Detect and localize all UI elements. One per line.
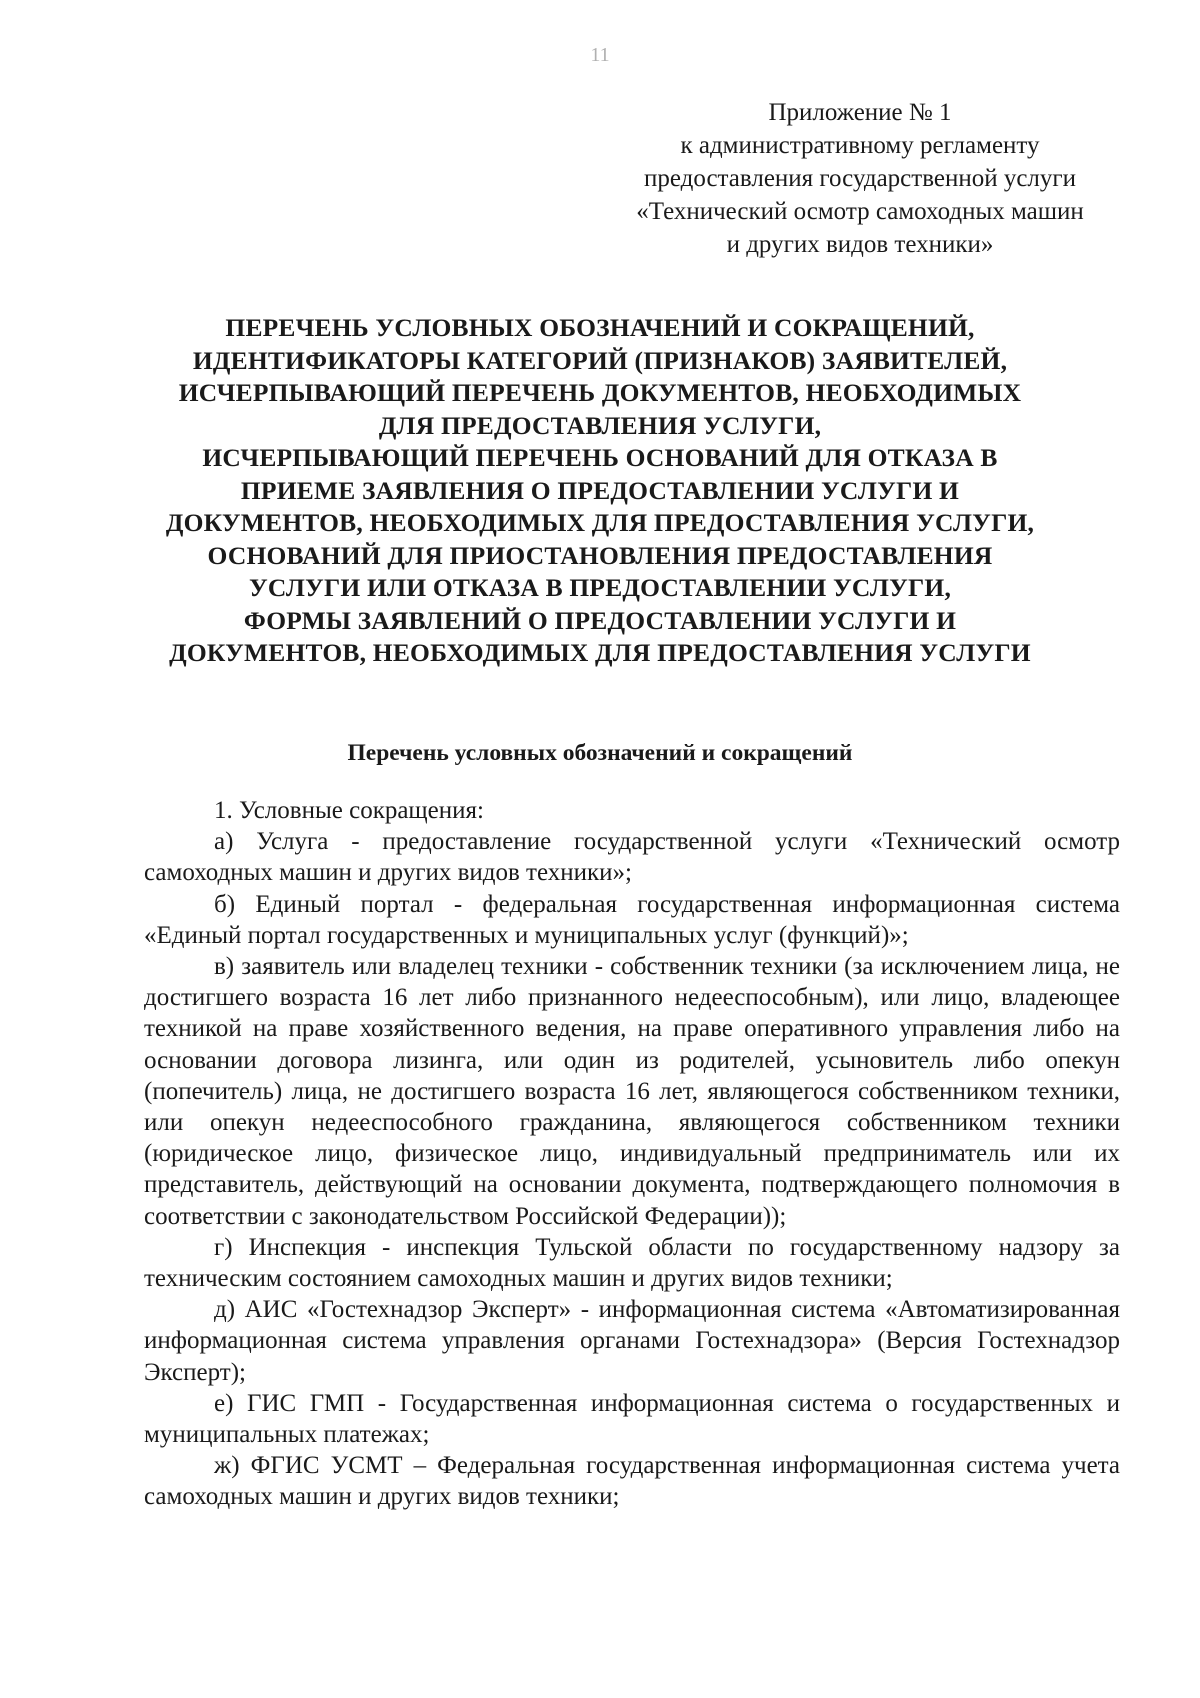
list-item: е) ГИС ГМП - Государственная информационная система о государственных и муниципальных платежах; <box>144 1389 1120 1449</box>
list-item: ж) ФГИС УСМТ – Федеральная государственная информационная система учета самоходных машин и других видов техники; <box>144 1452 1120 1511</box>
appendix-block <box>600 96 1120 261</box>
heading-line: ОСНОВАНИЙ ДЛЯ ПРИОСТАНОВЛЕНИЯ ПРЕДОСТАВЛЕНИЯ <box>207 540 993 570</box>
heading-line: ДОКУМЕНТОВ, НЕОБХОДИМЫХ ДЛЯ ПРЕДОСТАВЛЕНИЯ УСЛУГИ <box>169 638 1031 667</box>
document-heading <box>100 312 1100 670</box>
heading-line: ИДЕНТИФИКАТОРЫ КАТЕГОРИЙ (ПРИЗНАКОВ) ЗАЯВИТЕЛЕЙ, <box>192 345 1008 375</box>
heading-line: УСЛУГИ ИЛИ ОТКАЗА В ПРЕДОСТАВЛЕНИИ УСЛУГИ, <box>248 573 952 602</box>
heading-line: ПЕРЕЧЕНЬ УСЛОВНЫХ ОБОЗНАЧЕНИЙ И СОКРАЩЕНИЙ, <box>225 313 975 342</box>
heading-line: ДОКУМЕНТОВ, НЕОБХОДИМЫХ ДЛЯ ПРЕДОСТАВЛЕНИЯ УСЛУГИ, <box>165 508 1035 537</box>
appendix-line: к административному регламенту <box>680 132 1040 159</box>
heading-line: ИСЧЕРПЫВАЮЩИЙ ПЕРЕЧЕНЬ ОСНОВАНИЙ ДЛЯ ОТКАЗА В <box>202 443 998 472</box>
list-item: б) Единый портал - федеральная государственная информационная система «Единый портал государственных и муниципальных услуг (функций)»; <box>144 890 1120 949</box>
heading-line: ПРИЕМЕ ЗАЯВЛЕНИЯ О ПРЕДОСТАВЛЕНИИ УСЛУГИ И <box>240 475 960 505</box>
document-body <box>144 795 1120 1513</box>
section-subheading: Перечень условных обозначений и сокращений <box>347 740 853 766</box>
list-item: д) АИС «Гостехнадзор Эксперт» - информационная система «Автоматизированная информационная система управления органами Гостехнадзора» (Версия Гостехнадзор Эксперт); <box>144 1296 1120 1386</box>
appendix-line: Приложение № 1 <box>768 99 952 126</box>
heading-line: ДЛЯ ПРЕДОСТАВЛЕНИЯ УСЛУГИ, <box>378 410 822 440</box>
list-item: 1. Условные сокращения: <box>214 797 484 824</box>
list-item: в) заявитель или владелец техники - собственник техники (за исключением лица, не достигшего возраста 16 лет либо признанного недееспособным), или лицо, владеющее техникой на праве хозяйственного ведения, на праве оперативного управления либо на основании договора лизинга, или один из родителей, усыновитель либо опекун (попечитель) лица, не достигшего возраста 16 лет, являющегося собственником техники, или опекун недееспособного гражданина, являющегося собственником техники (юридическое лицо, физическое лицо, индивидуальный предприниматель или их представитель, действующий на основании документа, подтверждающего полномочия в соответствии с законодательством Российской Федерации)); <box>144 953 1120 1230</box>
page-number: 11 <box>590 44 610 66</box>
heading-line: ИСЧЕРПЫВАЮЩИЙ ПЕРЕЧЕНЬ ДОКУМЕНТОВ, НЕОБХОДИМЫХ <box>178 378 1022 407</box>
list-item: а) Услуга - предоставление государственной услуги «Технический осмотр самоходных машин и других видов техники»; <box>144 828 1120 887</box>
list-item: г) Инспекция - инспекция Тульской области по государственному надзору за техническим состоянием самоходных машин и других видов техники; <box>144 1233 1120 1293</box>
appendix-line: «Технический осмотр самоходных машин <box>636 198 1084 225</box>
appendix-line: и других видов техники» <box>726 231 994 258</box>
heading-line: ФОРМЫ ЗАЯВЛЕНИЙ О ПРЕДОСТАВЛЕНИИ УСЛУГИ И <box>243 605 957 635</box>
appendix-line: предоставления государственной услуги <box>643 165 1077 192</box>
